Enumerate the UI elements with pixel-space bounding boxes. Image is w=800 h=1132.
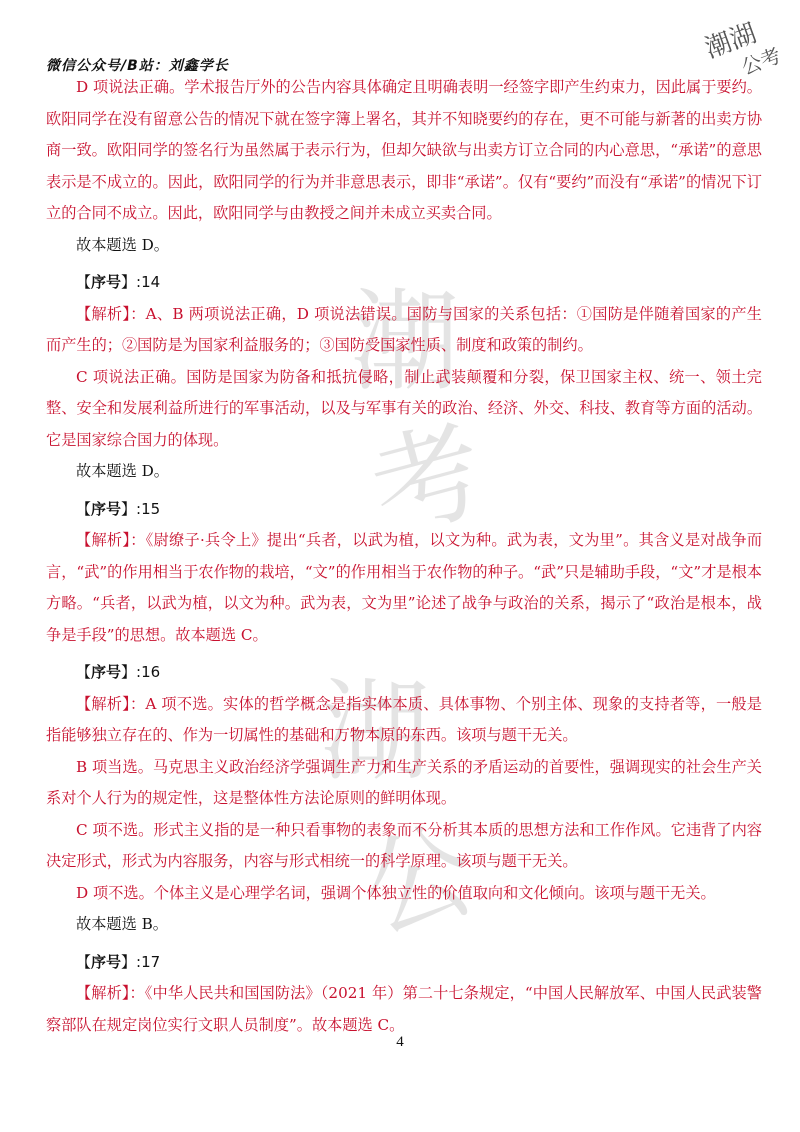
- analysis-16-d: D 项不选。个体主义是心理学名词，强调个体独立性的价值取向和文化倾向。该项与题干无关。: [76, 883, 716, 902]
- item-number-17: 【序号】:17: [76, 952, 161, 971]
- analysis-17: 【解析】：《中华人民共和国国防法》（2021 年）第二十七条规定，“中国人民解放军、中国人民武装警察部队在规定岗位实行文职人员制度”。故本题选 C。: [46, 984, 762, 1034]
- svg-text:考: 考: [358, 404, 498, 557]
- svg-text:潮: 潮: [350, 278, 460, 406]
- analysis-15: 【解析】：《尉缭子·兵令上》提出“兵者，以武为植，以文为种。武为表，文为里”。其含义是对战争而言，“武”的作用相当于农作物的栽培，“文”的作用相当于农作物的种子。“武”只是辅助手段，“文”才是根本方略。“兵者，以武为植，以文为种。武为表，文为里”论述了战争与政治的关系，揭示了“政治是根本，战争是手段”的思想。故本题选 C。: [46, 531, 762, 644]
- answer-14: [46, 267, 762, 488]
- analysis-16-b: B 项当选。马克思主义政治经济学强调生产力和生产关系的矛盾运动的首要性，强调现实的社会生产关系对个人行为的规定性，这是整体性方法论原则的鲜明体现。: [46, 757, 762, 807]
- svg-text:公: 公: [348, 804, 488, 957]
- conclusion-14: 故本题选 D。: [76, 462, 169, 480]
- conclusion-16: 故本题选 B。: [76, 915, 168, 933]
- answer-13-continued: [46, 72, 762, 261]
- item-number-15: 【序号】:15: [76, 499, 161, 518]
- analysis-16: 【解析】：A 项不选。实体的哲学概念是指实体本质、具体事物、个别主体、现象的支持者等，一般是指能够独立存在的、作为一切属性的基础和万物本原的东西。该项与题干无关。: [46, 694, 762, 744]
- paragraph-d-item: D 项说法正确。学术报告厅外的公告内容具体确定且明确表明一经签字即产生约束力，因此属于要约。欧阳同学在没有留意公告的情况下就在签字簿上署名，其并不知晓要约的存在，更不可能与新著的出卖方协商一致。欧阳同学的签名行为虽然属于表示行为，但却欠缺欲与出卖方订立合同的内心意思，“承诺”的意思表示是不成立的。因此，欧阳同学的行为并非意思表示，即非“承诺”。仅有“要约”而没有“承诺”的情况下订立的合同不成立。因此，欧阳同学与由教授之间并未成立买卖合同。: [46, 78, 762, 222]
- analysis-14: 【解析】：A、B 两项说法正确，D 项说法错误。国防与国家的关系包括：①国防是伴随着国家的产生而产生的；②国防是为国家利益服务的；③国防受国家性质、制度和政策的制约。: [46, 304, 762, 354]
- item-number-14: 【序号】:14: [76, 273, 161, 291]
- svg-text:湖: 湖: [320, 668, 430, 796]
- item-number-16: 【序号】:16: [76, 663, 161, 681]
- header-source: 微信公众号/B站：刘鑫学长: [46, 58, 229, 74]
- answer-15: [46, 494, 762, 652]
- analysis-14-c: C 项说法正确。国防是国家为防备和抵抗侵略，制止武装颠覆和分裂，保卫国家主权、统一、领土完整、安全和发展利益所进行的军事活动，以及与军事有关的政治、经济、外交、科技、教育等方面的活动。它是国家综合国力的体现。: [46, 367, 762, 449]
- answer-17: [46, 947, 762, 1042]
- conclusion-13: 故本题选 D。: [76, 235, 169, 254]
- answer-16: [46, 657, 762, 941]
- document-body: [46, 72, 762, 1041]
- brand-logo: [700, 10, 785, 80]
- page-number: 4: [396, 1034, 404, 1050]
- svg-text:潮湖: 潮湖: [701, 18, 761, 65]
- svg-text:公考: 公考: [738, 43, 785, 80]
- analysis-16-c: C 项不选。形式主义指的是一种只看事物的表象而不分析其本质的思想方法和工作作风。它违背了内容决定形式，形式为内容服务，内容与形式相统一的科学原理。该项与题干无关。: [46, 820, 762, 870]
